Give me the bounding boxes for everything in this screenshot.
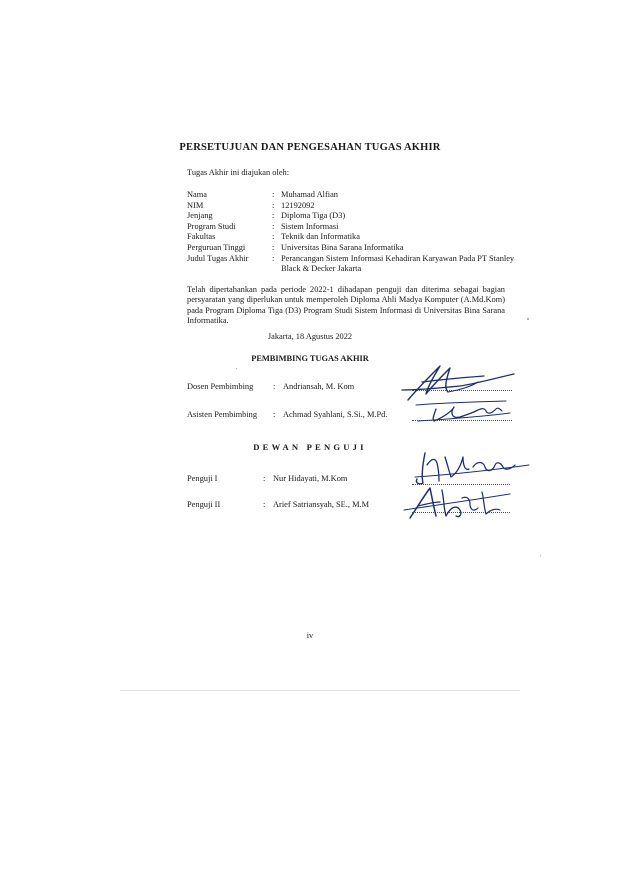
- info-colon: :: [272, 190, 275, 199]
- approval-statement: Telah dipertahankan pada periode 2022-1 dihadapan penguji dan diterima sebagai bagian persyaratan yang diperlukan untuk memperoleh Diploma Ahli Madya Komputer (A.Md.Kom) pada Program Diploma Tiga (D3) Program Studi Sistem Informasi di Universitas Bina Sarana Informatika.: [187, 285, 505, 326]
- info-row-fakultas: [187, 232, 517, 243]
- info-row-judul: [187, 254, 517, 275]
- asisten-signature: [410, 397, 520, 427]
- info-label: NIM: [187, 200, 204, 210]
- colon: :: [263, 474, 266, 483]
- info-label: Fakultas: [187, 232, 216, 242]
- info-value: Sistem Informasi: [281, 221, 339, 231]
- info-label: Jenjang: [187, 211, 213, 221]
- info-row-nama: [187, 190, 517, 201]
- document-title: PERSETUJUAN DAN PENGESAHAN TUGAS AKHIR: [179, 142, 441, 153]
- scan-speck: [540, 555, 541, 556]
- penguji-2-label: Penguji II: [187, 500, 221, 509]
- colon: :: [273, 382, 276, 391]
- penguji-2-row: [187, 500, 369, 509]
- info-colon: :: [272, 221, 275, 231]
- info-row-program-studi: [187, 222, 517, 233]
- page-number: iv: [306, 631, 314, 640]
- penguji-1-label: Penguji I: [187, 474, 218, 483]
- info-colon: :: [272, 253, 275, 263]
- info-row-perguruan-tinggi: [187, 243, 517, 254]
- info-value: Diploma Tiga (D3): [281, 211, 346, 221]
- info-label: Nama: [187, 190, 207, 199]
- scan-artifact-line: [120, 690, 520, 691]
- info-value: Muhamad Alfian: [281, 190, 338, 199]
- info-value: 12192092: [281, 200, 315, 210]
- colon: :: [263, 500, 266, 509]
- colon: :: [273, 410, 276, 419]
- info-row-jenjang: [187, 211, 517, 222]
- dosen-pembimbing-row: [187, 382, 354, 391]
- penguji-1-name: Nur Hidayati, M.Kom: [273, 474, 348, 483]
- asisten-pembimbing-row: [187, 410, 387, 419]
- intro-text: Tugas Akhir ini diajukan oleh:: [187, 168, 290, 177]
- info-colon: :: [272, 242, 275, 252]
- info-label: Judul Tugas Akhir: [187, 253, 249, 263]
- info-label: Program Studi: [187, 221, 236, 231]
- info-colon: :: [272, 211, 275, 221]
- penguji-2-signature: [400, 480, 520, 524]
- dosen-label: Dosen Pembimbing: [187, 382, 254, 391]
- scan-speck: [527, 318, 529, 320]
- asisten-name: Achmad Syahlani, S.Si., M.Pd.: [283, 410, 388, 419]
- info-value: Universitas Bina Sarana Informatika: [281, 242, 404, 252]
- pembimbing-heading: PEMBIMBING TUGAS AKHIR: [251, 354, 369, 363]
- info-row-nim: [187, 201, 517, 212]
- penguji-2-name: Arief Satriansyah, SE., M.M: [273, 500, 370, 509]
- info-colon: :: [272, 200, 275, 210]
- place-date: Jakarta, 18 Agustus 2022: [267, 332, 353, 341]
- info-label: Perguruan Tinggi: [187, 242, 246, 252]
- info-colon: :: [272, 232, 275, 242]
- asisten-label: Asisten Pembimbing: [187, 410, 258, 419]
- student-info-table: [187, 190, 517, 275]
- info-value: Perancangan Sistem Informasi Kehadiran Karyawan Pada PT Stanley Black & Decker Jakarta: [281, 253, 515, 274]
- dosen-name: Andriansah, M. Kom: [283, 382, 355, 391]
- penguji-1-row: [187, 474, 347, 483]
- info-value: Teknik dan Informatika: [281, 232, 360, 242]
- scan-speck: [236, 368, 237, 369]
- penguji-heading: DEWAN PENGUJI: [253, 442, 367, 452]
